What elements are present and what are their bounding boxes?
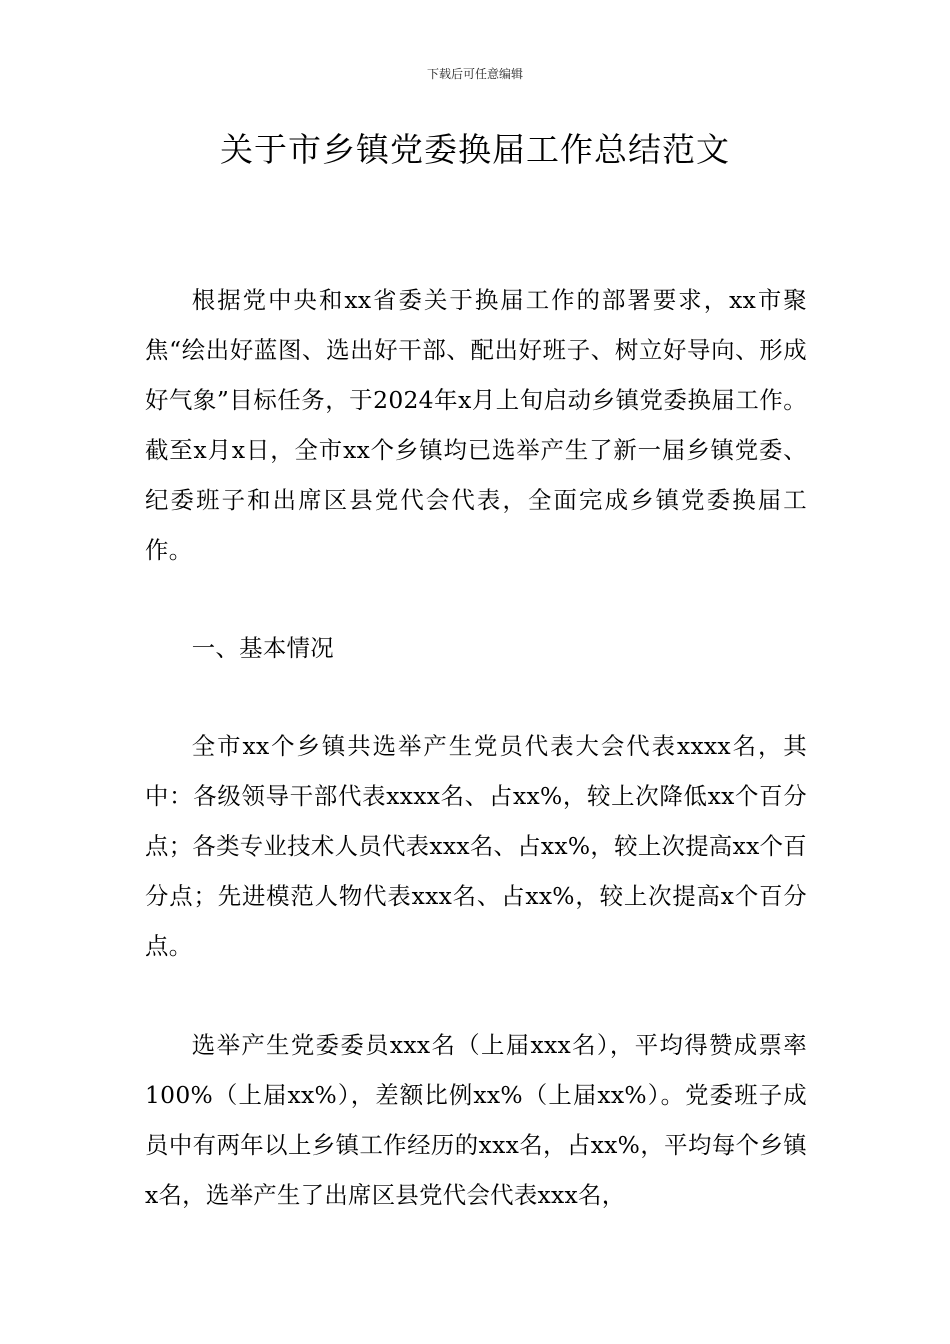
header-note: 下载后可任意编辑 bbox=[426, 67, 523, 81]
paragraph-delegates: 全市xx个乡镇共选举产生党员代表大会代表xxxx名，其中：各级领导干部代表xxxx名、占xx%，较上次降低xx个百分点；各类专业技术人员代表xxx名、占xx%，较上次提高xx个百分点；先进模范人物代表xxx名、占xx%，较上次提高x个百分点。 bbox=[145, 732, 807, 960]
paragraph-committee-members: 选举产生党委委员xxx名（上届xxx名），平均得赞成票率100%（上届xx%），差额比例xx%（上届xx%）。党委班子成员中有两年以上乡镇工作经历的xxx名，占xx%，平均每个乡镇x名，选举产生了出席区县党代会代表xxx名， bbox=[145, 1031, 807, 1209]
section-heading-basic-situation: 一、基本情况 bbox=[191, 634, 334, 662]
document-title: 关于市乡镇党委换届工作总结范文 bbox=[220, 130, 730, 169]
paragraph-intro: 根据党中央和xx省委关于换届工作的部署要求，xx市聚焦“绘出好蓝图、选出好干部、配出好班子、树立好导向、形成好气象”目标任务，于2024年x月上旬启动乡镇党委换届工作。截至x月x日，全市xx个乡镇均已选举产生了新一届乡镇党委、纪委班子和出席区县党代会代表，全面完成乡镇党委换届工作。 bbox=[145, 286, 807, 564]
